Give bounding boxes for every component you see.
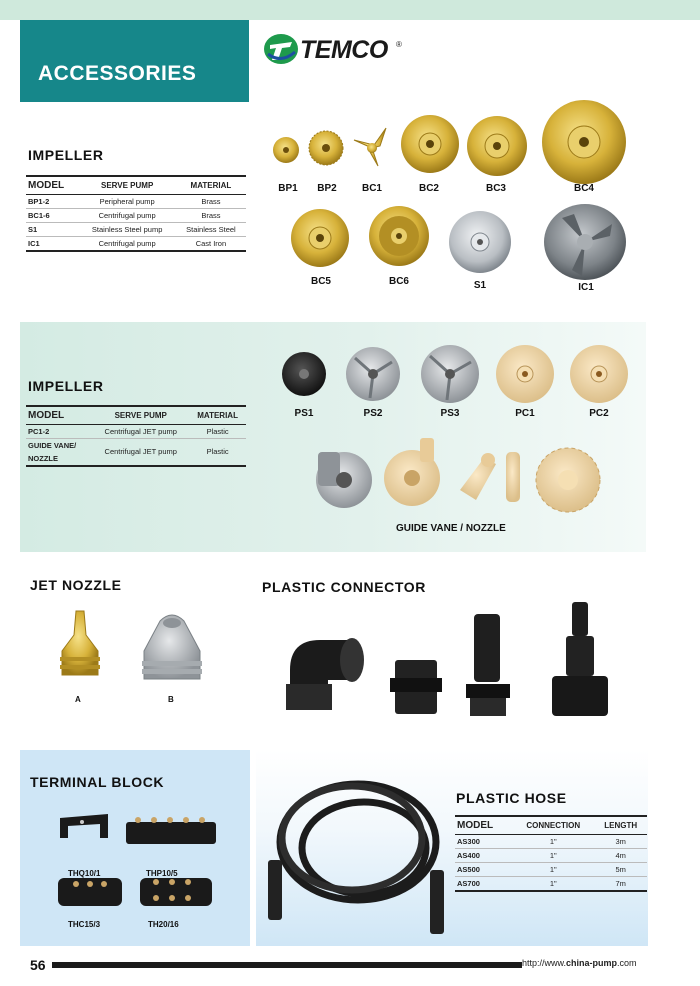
brand-registered-mark: ® xyxy=(396,40,402,49)
label-thq10-1: THQ10/1 xyxy=(68,869,101,878)
bp1-impeller xyxy=(273,137,299,163)
label-bc4: BC4 xyxy=(573,183,594,194)
jet-nozzle-title: JET NOZZLE xyxy=(30,577,122,593)
plastic-impellers-image xyxy=(270,340,650,520)
bc4-impeller xyxy=(542,100,626,184)
hose-fitting-right xyxy=(430,870,444,934)
pc2-impeller xyxy=(570,345,628,403)
reducer-hose-tail-connector xyxy=(552,602,608,716)
col-material: MATERIAL xyxy=(197,411,238,420)
page-title: ACCESSORIES xyxy=(38,62,197,85)
table-row: GUIDE VANE/ xyxy=(28,441,77,450)
thq10-1-block xyxy=(60,814,108,838)
label-pc2: PC2 xyxy=(589,408,609,419)
brand-name: TEMCO xyxy=(300,36,388,64)
table-row: BP1-2 Peripheral pump Brass xyxy=(26,195,246,209)
col-model: MODEL xyxy=(28,410,65,421)
impeller-plastic-title: IMPELLER xyxy=(28,378,104,394)
bc5-impeller xyxy=(291,209,349,267)
thc15-3-block xyxy=(58,878,122,906)
top-strip xyxy=(0,0,700,20)
plastic-connector-title: PLASTIC CONNECTOR xyxy=(262,579,426,595)
bc6-impeller xyxy=(369,206,429,266)
plastic-hose-image xyxy=(262,760,452,942)
guide-vane-nozzle-label: GUIDE VANE / NOZZLE xyxy=(396,523,506,534)
jet-nozzles-image xyxy=(50,605,220,685)
impeller-metal-table xyxy=(26,175,246,252)
table-row: IC1 Centrifugal pump Cast Iron xyxy=(28,239,227,248)
bc2-impeller xyxy=(401,115,459,173)
ic1-impeller xyxy=(544,204,626,280)
label-bp1: BP1 xyxy=(278,183,298,194)
nozzle-b-grey xyxy=(142,615,202,679)
ps3-impeller xyxy=(421,345,479,403)
plastic-hose-table xyxy=(455,815,647,892)
impeller-plastic-table xyxy=(26,405,246,467)
plastic-hose-title: PLASTIC HOSE xyxy=(456,790,567,806)
plastic-connectors-image xyxy=(280,600,640,720)
label-bc6: BC6 xyxy=(388,276,409,287)
accessories-banner xyxy=(20,20,249,102)
temco-logo-icon xyxy=(262,30,300,68)
table-row: AS500 1" 5m xyxy=(455,863,647,877)
label-bp2: BP2 xyxy=(317,183,337,194)
col-material: MATERIAL xyxy=(190,181,232,190)
table-row: AS700 1" 7m xyxy=(457,879,626,888)
label-thp10-5: THP10/5 xyxy=(146,869,178,878)
elbow-connector xyxy=(286,638,364,710)
bc1-impeller xyxy=(354,128,386,166)
page-number: 56 xyxy=(30,957,46,973)
bc3-impeller xyxy=(467,116,527,176)
col-serve-pump: SERVE PUMP xyxy=(100,181,154,190)
table-row: S1 Stainless Steel pump Stainless Steel xyxy=(26,223,246,237)
ps1-impeller xyxy=(282,352,326,396)
label-s1: S1 xyxy=(473,280,487,291)
nozzle-label-a: A xyxy=(75,695,81,704)
guide-vane-beige xyxy=(384,438,440,506)
footer-divider xyxy=(52,962,522,968)
col-model: MODEL xyxy=(28,180,65,191)
terminal-blocks-image xyxy=(50,808,240,918)
hose-fitting-left xyxy=(268,860,282,920)
label-th20-16: TH20/16 xyxy=(148,920,179,929)
table-row: PC1-2 Centrifugal JET pump Plastic xyxy=(26,425,246,439)
nozzle-label-b: B xyxy=(168,695,174,704)
label-ps1: PS1 xyxy=(294,408,314,419)
diffuser-beige xyxy=(536,448,600,512)
label-thc15-3: THC15/3 xyxy=(68,920,101,929)
label-ic1: IC1 xyxy=(578,282,594,293)
guide-vane-grey xyxy=(316,452,372,508)
metal-impellers-image xyxy=(262,100,652,300)
hose-tail-connector xyxy=(466,614,510,716)
thp10-5-block xyxy=(126,817,216,844)
impeller-metal-title: IMPELLER xyxy=(28,147,104,163)
col-serve-pump: SERVE PUMP xyxy=(114,411,167,420)
table-row: BC1-6 Centrifugal pump Brass xyxy=(26,209,246,223)
label-pc1: PC1 xyxy=(515,408,535,419)
terminal-block-title: TERMINAL BLOCK xyxy=(30,774,165,790)
col-connection: CONNECTION xyxy=(526,821,581,830)
col-length: LENGTH xyxy=(604,821,638,830)
th20-16-block xyxy=(140,878,212,906)
label-ps2: PS2 xyxy=(363,408,383,419)
col-model: MODEL xyxy=(457,820,494,831)
table-row: AS400 1" 4m xyxy=(455,849,647,863)
nozzle-tube-beige xyxy=(506,452,520,502)
pc1-impeller xyxy=(496,345,554,403)
label-bc1: BC1 xyxy=(361,183,382,194)
label-ps3: PS3 xyxy=(440,408,460,419)
bp2-impeller xyxy=(309,131,343,165)
label-bc3: BC3 xyxy=(485,183,506,194)
label-bc5: BC5 xyxy=(310,276,331,287)
nozzle-a-brass xyxy=(60,611,100,675)
s1-impeller xyxy=(449,211,511,273)
nozzle-beige xyxy=(460,453,496,500)
label-bc2: BC2 xyxy=(418,183,439,194)
ps2-impeller xyxy=(346,347,400,401)
table-row: AS300 1" 3m xyxy=(455,835,647,849)
footer-url[interactable]: http://www.china-pump.com xyxy=(522,958,637,968)
straight-nipple-connector xyxy=(390,660,442,714)
table-row: NOZZLE Centrifugal JET pump Plastic xyxy=(28,447,229,463)
